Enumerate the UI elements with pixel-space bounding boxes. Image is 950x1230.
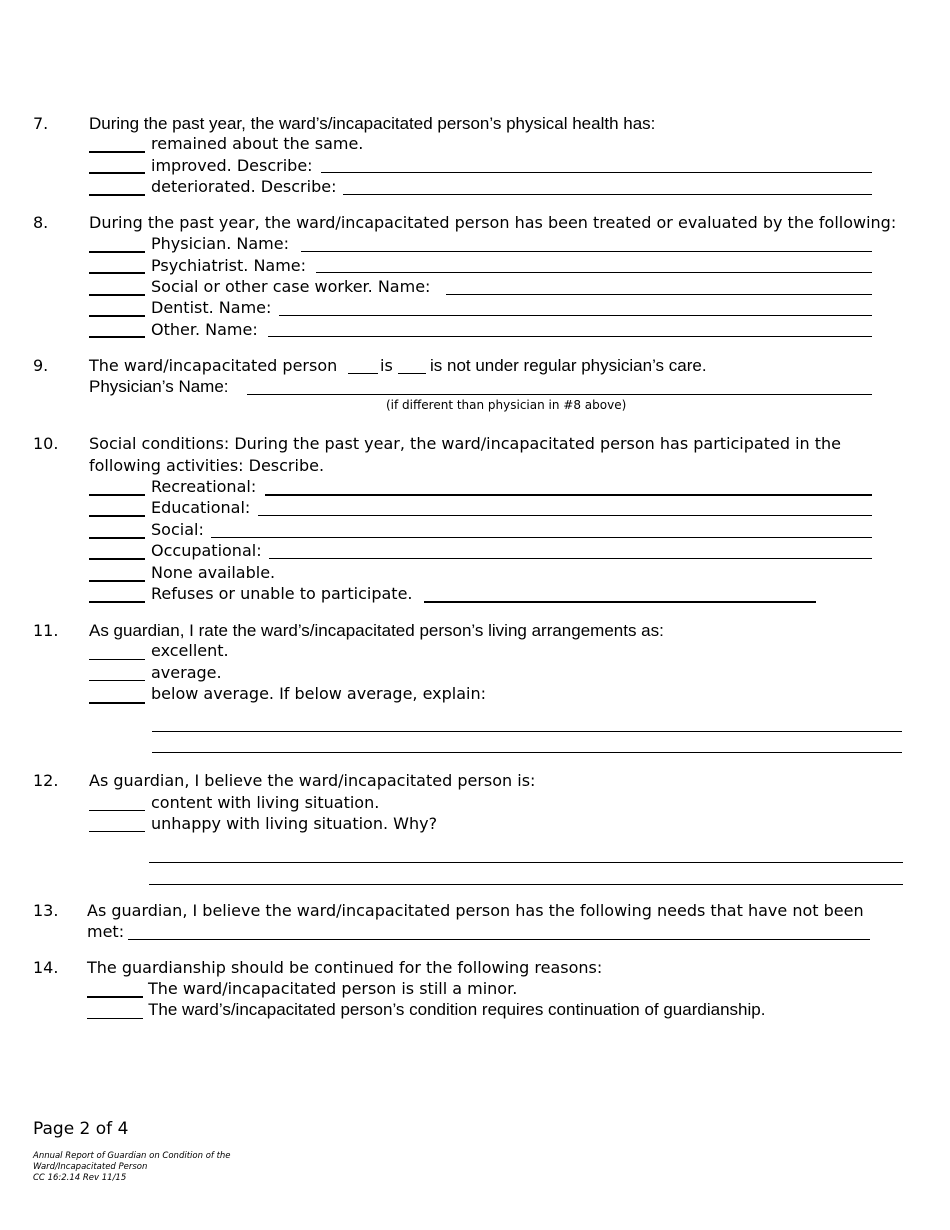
item-10-line-2: following activities: Describe. xyxy=(89,456,325,475)
item-14-opt-2-blank[interactable] xyxy=(87,1018,143,1019)
item-8-opt-3-blank[interactable] xyxy=(89,294,145,296)
item-11-opt-1-label: excellent. xyxy=(151,641,229,660)
item-8-number: 8. xyxy=(33,213,49,232)
item-7-opt-3-blank[interactable] xyxy=(89,194,145,196)
item-10-opt-6-blank[interactable] xyxy=(89,601,145,603)
item-9-is-blank[interactable] xyxy=(348,373,378,374)
item-7-opt-1-blank[interactable] xyxy=(89,151,145,153)
item-7-describe-line-1[interactable] xyxy=(321,172,872,173)
item-8-opt-1-label: Physician. Name: xyxy=(151,234,289,253)
item-11-explain-line-2[interactable] xyxy=(152,752,902,753)
item-12-why-line-2[interactable] xyxy=(149,884,903,885)
item-12-question: As guardian, I believe the ward/incapacitated person is: xyxy=(89,771,536,790)
item-11-opt-1-blank[interactable] xyxy=(89,659,145,660)
item-8-opt-3-label: Social or other case worker. Name: xyxy=(151,277,431,296)
item-7-opt-2-label: improved. Describe: xyxy=(151,156,313,175)
item-10-opt-4-blank[interactable] xyxy=(89,558,145,560)
item-9-text-start: The ward/incapacitated person xyxy=(89,356,338,375)
item-11-question: As guardian, I rate the ward’s/incapacitated person’s living arrangements as: xyxy=(89,621,664,640)
form-title-line-1: Annual Report of Guardian on Condition of the xyxy=(33,1151,231,1161)
item-7-opt-2-blank[interactable] xyxy=(89,172,145,174)
item-10-describe-line-3[interactable] xyxy=(211,537,872,538)
item-10-opt-1-label: Recreational: xyxy=(151,477,257,496)
item-12-opt-1-blank[interactable] xyxy=(89,810,145,811)
item-10-opt-2-label: Educational: xyxy=(151,498,251,517)
item-14-opt-2-label: The ward’s/incapacitated person’s condition requires continuation of guardianship. xyxy=(148,1000,766,1019)
item-11-opt-3-blank[interactable] xyxy=(89,702,145,704)
item-10-describe-line-2[interactable] xyxy=(258,515,872,516)
item-8-opt-2-label: Psychiatrist. Name: xyxy=(151,256,307,275)
form-code: CC 16:2.14 Rev 11/15 xyxy=(33,1173,127,1183)
item-8-opt-4-label: Dentist. Name: xyxy=(151,298,272,317)
item-9-note: (if different than physician in #8 above) xyxy=(386,398,627,412)
item-11-explain-line-1[interactable] xyxy=(152,731,902,732)
item-12-opt-2-blank[interactable] xyxy=(89,831,145,832)
item-14-opt-1-label: The ward/incapacitated person is still a minor. xyxy=(148,979,518,998)
item-8-name-line-2[interactable] xyxy=(316,272,872,273)
item-9-number: 9. xyxy=(33,356,49,375)
item-12-opt-1-label: content with living situation. xyxy=(151,793,380,812)
item-10-number: 10. xyxy=(33,434,59,453)
form-title-line-2: Ward/Incapacitated Person xyxy=(33,1162,148,1172)
item-8-opt-4-blank[interactable] xyxy=(89,315,145,317)
item-8-opt-1-blank[interactable] xyxy=(89,251,145,253)
item-14-number: 14. xyxy=(33,958,59,977)
item-11-opt-2-blank[interactable] xyxy=(89,680,145,681)
item-8-name-line-5[interactable] xyxy=(268,336,872,337)
item-10-opt-5-label: None available. xyxy=(151,563,276,582)
item-10-opt-3-label: Social: xyxy=(151,520,204,539)
item-10-opt-3-blank[interactable] xyxy=(89,537,145,539)
item-13-number: 13. xyxy=(33,901,59,920)
item-8-opt-5-label: Other. Name: xyxy=(151,320,258,339)
item-13-line-2: met: xyxy=(87,922,125,941)
item-8-name-line-3[interactable] xyxy=(446,294,872,295)
item-13-line-1: As guardian, I believe the ward/incapacitated person has the following needs that have not been xyxy=(87,901,864,920)
item-10-opt-5-blank[interactable] xyxy=(89,580,145,582)
item-14-question: The guardianship should be continued for the following reasons: xyxy=(87,958,603,977)
item-7-opt-1-label: remained about the same. xyxy=(151,134,364,153)
item-7-question: During the past year, the ward’s/incapacitated person’s physical health has: xyxy=(89,114,656,133)
item-7-opt-3-label: deteriorated. Describe: xyxy=(151,177,337,196)
item-7-number: 7. xyxy=(33,114,49,133)
item-10-opt-2-blank[interactable] xyxy=(89,515,145,517)
item-8-question: During the past year, the ward/incapacitated person has been treated or evaluated by the following: xyxy=(89,213,897,232)
page-number: Page 2 of 4 xyxy=(33,1119,129,1139)
item-8-opt-5-blank[interactable] xyxy=(89,336,145,338)
item-10-describe-line-1[interactable] xyxy=(265,494,872,496)
item-9-text-is: is xyxy=(380,356,393,375)
item-10-describe-line-4[interactable] xyxy=(269,558,872,559)
item-12-opt-2-label: unhappy with living situation. Why? xyxy=(151,814,438,833)
item-9-text-end: is not under regular physician’s care. xyxy=(430,356,707,375)
item-12-number: 12. xyxy=(33,771,59,790)
item-10-refuses-line[interactable] xyxy=(424,601,816,603)
item-14-opt-1-blank[interactable] xyxy=(87,996,143,998)
item-9-is-not-blank[interactable] xyxy=(398,373,426,374)
item-12-why-line-1[interactable] xyxy=(149,862,903,863)
item-13-needs-line[interactable] xyxy=(128,939,870,940)
item-9-physician-name-line[interactable] xyxy=(247,394,872,395)
item-10-line-1: Social conditions: During the past year, the ward/incapacitated person has participated in the xyxy=(89,434,841,453)
item-10-opt-4-label: Occupational: xyxy=(151,541,262,560)
item-8-name-line-1[interactable] xyxy=(301,251,872,252)
item-11-opt-2-label: average. xyxy=(151,663,222,682)
item-10-opt-1-blank[interactable] xyxy=(89,494,145,496)
item-10-opt-6-label: Refuses or unable to participate. xyxy=(151,584,413,603)
item-11-opt-3-label: below average. If below average, explain: xyxy=(151,684,487,703)
item-9-physician-name-label: Physician’s Name: xyxy=(89,377,229,396)
item-7-describe-line-2[interactable] xyxy=(343,194,872,195)
item-8-name-line-4[interactable] xyxy=(279,315,872,316)
item-11-number: 11. xyxy=(33,621,59,640)
item-8-opt-2-blank[interactable] xyxy=(89,272,145,274)
